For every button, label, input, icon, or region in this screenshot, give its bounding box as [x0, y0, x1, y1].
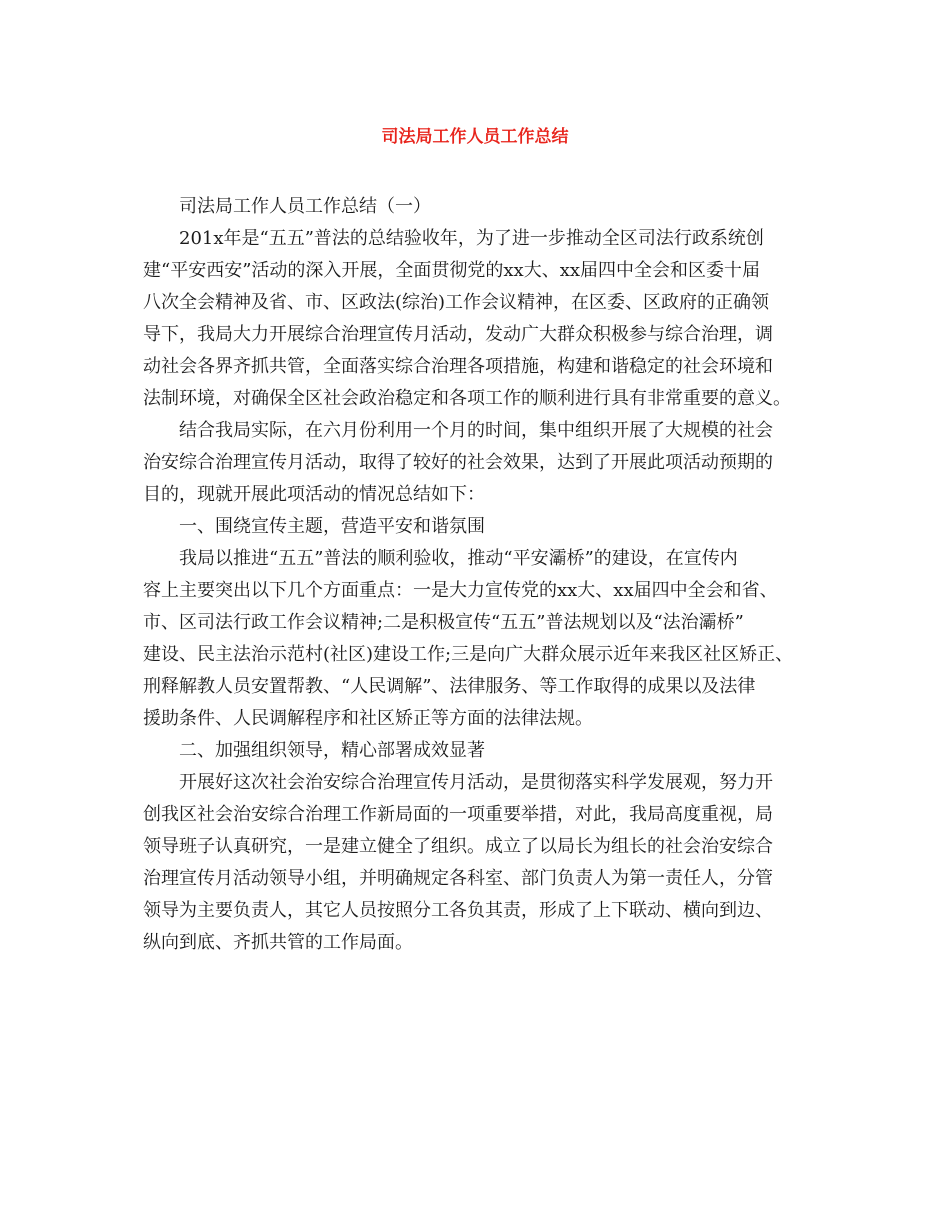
- document-body: [143, 191, 818, 959]
- paragraph-start-line: 一、围绕宣传主题，营造平安和谐氛围: [179, 516, 485, 537]
- paragraph-line: 创我区社会治安综合治理工作新局面的一项重要举措，对此，我局高度重视，局: [143, 804, 773, 825]
- paragraph-line: 领导为主要负责人，其它人员按照分工各负其责，形成了上下联动、横向到边、: [143, 900, 773, 921]
- paragraph-line: 八次全会精神及省、市、区政法(综治)工作会议精神，在区委、区政府的正确领: [143, 292, 770, 313]
- paragraph-line: 市、区司法行政工作会议精神;二是积极宣传“五五”普法规划以及“法治灞桥”: [143, 612, 744, 633]
- document-title: 司法局工作人员工作总结: [381, 127, 569, 147]
- paragraph-line: 建设、民主法治示范村(社区)建设工作;三是向广大群众展示近年来我区社区矫正、: [143, 644, 794, 665]
- paragraph-start-line: 开展好这次社会治安综合治理宣传月活动，是贯彻落实科学发展观，努力开: [179, 772, 773, 793]
- paragraph-start-line: 司法局工作人员工作总结（一）: [179, 196, 431, 217]
- paragraph-line: 容上主要突出以下几个方面重点：一是大力宣传党的xx大、xx届四中全会和省、: [143, 580, 778, 601]
- paragraph-start-line: 201x年是“五五”普法的总结验收年，为了进一步推动全区司法行政系统创: [179, 228, 764, 249]
- paragraph-line: 纵向到底、齐抓共管的工作局面。: [143, 932, 413, 953]
- paragraph-line: 目的，现就开展此项活动的情况总结如下：: [143, 484, 485, 505]
- paragraph-start-line: 结合我局实际，在六月份利用一个月的时间，集中组织开展了大规模的社会: [179, 420, 773, 441]
- paragraph-line: 治理宣传月活动领导小组，并明确规定各科室、部门负责人为第一责任人，分管: [143, 868, 773, 889]
- paragraph-line: 建“平安西安”活动的深入开展，全面贯彻党的xx大、xx届四中全会和区委十届: [143, 260, 761, 281]
- paragraph-line: 援助条件、人民调解程序和社区矫正等方面的法律法规。: [143, 708, 593, 729]
- paragraph-line: 领导班子认真研究，一是建立健全了组织。成立了以局长为组长的社会治安综合: [143, 836, 773, 857]
- paragraph-start-line: 二、加强组织领导，精心部署成效显著: [179, 740, 485, 761]
- paragraph-line: 法制环境，对确保全区社会政治稳定和各项工作的顺利进行具有非常重要的意义。: [143, 388, 791, 409]
- paragraph-line: 治安综合治理宣传月活动，取得了较好的社会效果，达到了开展此项活动预期的: [143, 452, 773, 473]
- paragraph-line: 动社会各界齐抓共管，全面落实综合治理各项措施，构建和谐稳定的社会环境和: [143, 356, 773, 377]
- paragraph-start-line: 我局以推进“五五”普法的顺利验收，推动“平安灞桥”的建设，在宣传内: [179, 548, 738, 569]
- paragraph-line: 刑释解教人员安置帮教、“人民调解”、法律服务、等工作取得的成果以及法律: [143, 676, 756, 697]
- paragraph-line: 导下，我局大力开展综合治理宣传月活动，发动广大群众积极参与综合治理，调: [143, 324, 773, 345]
